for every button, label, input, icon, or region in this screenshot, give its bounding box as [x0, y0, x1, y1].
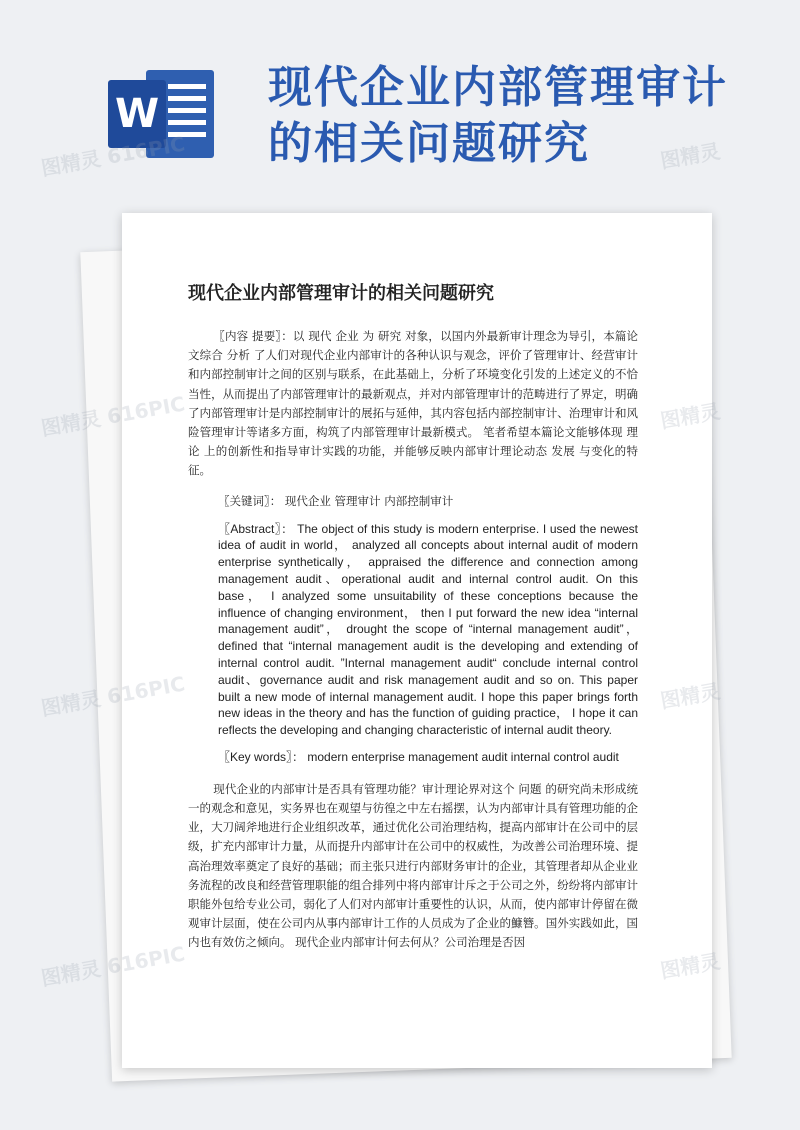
watermark: 图精灵 616PIC	[39, 671, 187, 721]
word-icon	[108, 70, 216, 158]
headline-line-2: 的相关问题研究	[268, 118, 590, 169]
word-badge: W	[108, 80, 166, 148]
keywords-en: 〖Key words〗： modern enterprise management audit internal control audit	[218, 749, 619, 764]
headline-line-1: 现代企业内部管理审计	[268, 62, 728, 113]
watermark: 图精灵 616PIC	[39, 131, 187, 181]
watermark: 图精灵 616PIC	[39, 941, 187, 991]
watermark: 图精灵	[658, 948, 722, 984]
page-headline	[268, 60, 788, 172]
document-title: 现代企业内部管理审计的相关问题研究	[188, 283, 494, 304]
keywords-cn: 〖关键词〗： 现代企业 管理审计 内部控制审计	[218, 493, 454, 508]
watermark: 图精灵 616PIC	[39, 391, 187, 441]
abstract-en-text: 〖Abstract〗： The object of this study is modern enterprise. I used the newest idea of audit in world， analyzed all concepts about internal audit of modern enterprise synthetically， appraised the difference and connection among management audit、operational audit and internal control audit. On this base， I analyzed some unsuitability of these conceptions because the influence of changing environment， then I put forward the new idea “internal management audit”， drought the scope of “internal management audit”， defined that “internal management audit is the developing and extending of internal control audit. ”Internal management audit“ conclude internal control audit、governance audit and risk management audit and so on. This paper built a new mode of internal management audit. I hope this paper brings forth new ideas in the theory and has the function of guiding practice， I hope it can reflects the developing and changing characteristic of internal audit theory.	[218, 521, 638, 738]
abstract-en	[188, 521, 638, 739]
watermark: 图精灵	[658, 138, 722, 174]
watermark: 图精灵	[658, 678, 722, 714]
document-page	[122, 213, 712, 1068]
abstract-cn: 〖内容 提要〗：以 现代 企业 为 研究 对象，以国内外最新审计理念为导引，本篇论文综合 分析 了人们对现代企业内部审计的各种认识与观念，评价了管理审计、经营审计和内部控制审计之间的区别与联系，在此基础上，分析了环境变化引发的上述定义的不恰当性，从而提出了内部管理审计的最新观点，并对内部管理审计的范畴进行了界定，明确了内部管理审计是内部控制审计的展拓与延伸，其内容包括内部控制审计、治理审计和风险管理审计等诸多方面，构筑了内部管理审计最新模式。 笔者希望本篇论文能够体现 理论 上的创新性和指导审计实践的功能，并能够反映内部审计理论动态 发展 与变化的特征。	[188, 329, 638, 478]
watermark: 图精灵	[658, 398, 722, 434]
document-content	[188, 279, 638, 953]
body-paragraph: 现代企业的内部审计是否具有管理功能？审计理论界对这个 问题 的研究尚未形成统一的观念和意见，实务界也在观望与彷徨之中左右摇摆，认为内部审计具有管理功能的企业，大刀阔斧地进行企业组织改革，通过优化公司治理结构，提高内部审计在公司中的层级，扩充内部审计力量，从而提升内部审计在公司中的权威性，为改善公司治理环境、提高治理效率奠定了良好的基础；而主张只进行内部财务审计的企业，其管理者却从企业业务流程的改良和经营管理职能的组合排列中将内部审计斥之于公司之外，纷纷将内部审计职能外包给专业公司，弱化了人们对内部审计重要性的认识，从而，使内部审计停留在微观审计层面，使在公司内从事内部审计工作的人员成为了企业的鱇簪。国外实践如此，国内也有效仿之倾向。 现代企业内部审计何去何从？公司治理是否因	[188, 781, 638, 950]
